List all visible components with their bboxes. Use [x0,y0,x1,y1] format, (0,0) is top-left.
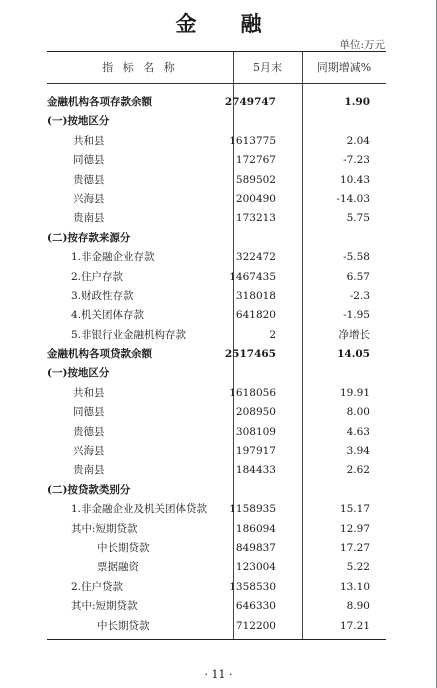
row-value-may-end: 322472 [235,251,276,264]
row-label: 同德县 [73,154,105,167]
row-label: 4.机关团体存款 [71,309,145,322]
table-row [47,287,386,306]
row-label: 2.住户存款 [71,270,124,283]
row-value-yoy: 4.63 [346,425,370,438]
page-number: · 11 · [204,668,233,681]
row-label: 5.非银行业金融机构存款 [71,328,187,341]
row-value-yoy: 净增长 [338,328,370,341]
row-label: 贵德县 [73,425,105,438]
row-value-yoy: 13.10 [339,580,370,593]
row-value-yoy: -7.23 [343,154,370,167]
unit-label: 单位:万元 [339,39,385,51]
row-label: 其中:短期贷款 [71,600,138,613]
row-label: 票据融资 [97,561,139,574]
row-label: 其中:短期贷款 [71,522,138,535]
row-label: (二)按存款来源分 [47,231,131,244]
row-value-may-end: 184433 [235,464,276,477]
row-label: 同德县 [73,406,105,419]
table-row [47,190,386,209]
row-value-may-end: 1358530 [229,580,276,593]
row-value-yoy: 15.17 [339,503,370,516]
row-label: 共和县 [73,386,105,399]
table-row [47,209,386,228]
row-label: 1.非金融企业及机关团体贷款 [71,503,208,516]
row-value-may-end: 1158935 [229,503,276,516]
row-label: 中长期贷款 [97,619,150,632]
row-value-yoy: 2.04 [346,134,370,147]
row-value-yoy: -5.58 [343,251,370,264]
row-label: 共和县 [73,134,105,147]
row-value-yoy: 8.00 [346,406,370,419]
row-value-may-end: 200490 [235,192,276,205]
row-label: 金融机构各项贷款余额 [47,348,152,361]
row-label: 中长期贷款 [97,541,150,554]
table-row [47,539,386,558]
table-row [47,151,386,170]
row-value-yoy: 1.90 [344,96,370,108]
row-value-yoy: -2.3 [349,289,370,302]
row-value-may-end: 308109 [235,425,276,438]
row-label: (一)按地区分 [47,115,110,128]
table-row [47,248,386,267]
table-body [47,93,386,636]
table-row [47,268,386,287]
table-row [47,326,386,345]
table-row [47,132,386,151]
row-value-may-end: 712200 [235,619,276,632]
table-row [47,500,386,519]
row-label: (一)按地区分 [47,367,110,380]
row-value-may-end: 186094 [235,522,276,535]
row-value-yoy: 2.62 [346,464,370,477]
row-label: (二)按贷款类别分 [47,483,131,496]
row-value-may-end: 2749747 [224,96,276,108]
row-value-yoy: 5.22 [346,561,370,574]
row-value-yoy: 6.57 [346,270,370,283]
table-bottom-rule [47,639,386,640]
table-row [47,617,386,636]
table-row [47,364,386,383]
row-value-may-end: 1618056 [229,386,276,399]
row-label: 贵德县 [73,173,105,186]
table-row [47,229,386,248]
page-title [0,8,437,38]
row-label: 金融机构各项存款余额 [47,96,152,108]
table-row [47,558,386,577]
row-value-may-end: 849837 [235,541,276,554]
table-row [47,384,386,403]
table-row [47,345,386,364]
row-value-may-end: 173213 [235,212,276,225]
header-indicator: 指 标 名 称 [102,61,178,74]
row-value-yoy: 17.21 [339,619,370,632]
row-value-may-end: 2 [269,328,276,341]
title-char-1: 金 [175,11,197,36]
row-value-yoy: 19.91 [339,386,370,399]
row-value-yoy: -1.95 [343,309,370,322]
table-row [47,442,386,461]
row-value-yoy: -14.03 [336,192,370,205]
table-row [47,93,386,112]
table-row [47,403,386,422]
row-value-may-end: 123004 [235,561,276,574]
header-may-end: 5月末 [253,61,282,74]
row-label: 贵南县 [73,212,105,225]
row-value-yoy: 10.43 [339,173,370,186]
row-value-yoy: 8.90 [346,600,370,613]
table-row [47,171,386,190]
row-label: 1.非金融企业存款 [71,251,155,264]
row-value-yoy: 5.75 [346,212,370,225]
table-row [47,597,386,616]
table-row [47,461,386,480]
table-row [47,306,386,325]
row-value-may-end: 589502 [235,173,276,186]
row-value-yoy: 3.94 [346,445,370,458]
row-value-may-end: 1613775 [229,134,276,147]
title-char-2: 融 [240,11,262,36]
row-value-yoy: 12.97 [339,522,370,535]
row-label: 3.财政性存款 [71,289,134,302]
row-value-may-end: 2517465 [224,348,276,361]
row-value-may-end: 1467435 [229,270,276,283]
row-value-may-end: 646330 [235,600,276,613]
table-header-rule [47,83,386,84]
row-value-may-end: 197917 [235,445,276,458]
row-label: 兴海县 [73,192,105,205]
table-row [47,481,386,500]
row-label: 2.住户贷款 [71,580,124,593]
row-label: 兴海县 [73,445,105,458]
table-row [47,520,386,539]
row-value-yoy: 14.05 [337,348,370,361]
table-row [47,112,386,131]
table-row [47,423,386,442]
header-yoy-change: 同期增减% [316,61,372,74]
row-label: 贵南县 [73,464,105,477]
row-value-yoy: 17.27 [339,541,370,554]
row-value-may-end: 208950 [235,406,276,419]
row-value-may-end: 172767 [235,154,276,167]
row-value-may-end: 318018 [235,289,276,302]
table-row [47,578,386,597]
row-value-may-end: 641820 [235,309,276,322]
